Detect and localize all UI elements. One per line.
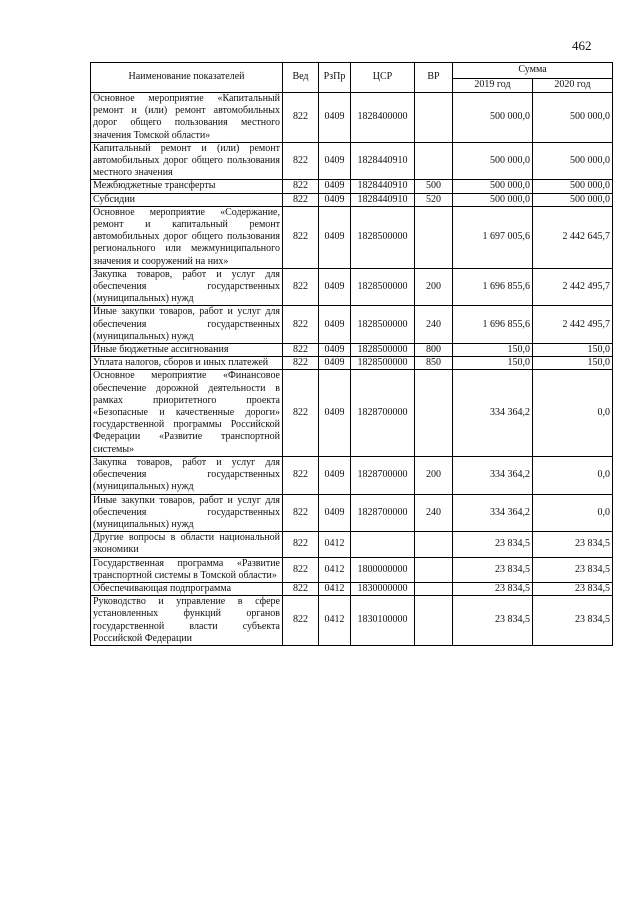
cell-rzpr: 0409 — [319, 306, 351, 344]
cell-sum-2020: 2 442 495,7 — [533, 306, 613, 344]
cell-csr: 1828440910 — [351, 180, 415, 193]
cell-sum-2019: 150,0 — [453, 344, 533, 357]
col-header-ved: Вед — [283, 63, 319, 93]
cell-name: Основное мероприятие «Капитальный ремонт и (или) ремонт автомобильных дорог общего пользования местного значения Томской области» — [91, 93, 283, 143]
cell-rzpr: 0409 — [319, 142, 351, 180]
cell-sum-2020: 23 834,5 — [533, 596, 613, 646]
cell-name: Государственная программа «Развитие транспортной системы в Томской области» — [91, 557, 283, 582]
cell-name: Закупка товаров, работ и услуг для обеспечения государственных (муниципальных) нужд — [91, 456, 283, 494]
cell-ved: 822 — [283, 306, 319, 344]
cell-ved: 822 — [283, 268, 319, 306]
cell-ved: 822 — [283, 596, 319, 646]
table-row — [91, 532, 613, 557]
cell-sum-2020: 0,0 — [533, 456, 613, 494]
table-row — [91, 180, 613, 193]
cell-sum-2020: 2 442 645,7 — [533, 206, 613, 268]
table-row — [91, 206, 613, 268]
cell-csr: 1828400000 — [351, 93, 415, 143]
cell-rzpr: 0409 — [319, 180, 351, 193]
cell-rzpr: 0409 — [319, 357, 351, 370]
cell-rzpr: 0409 — [319, 344, 351, 357]
cell-csr: 1828700000 — [351, 456, 415, 494]
cell-rzpr: 0409 — [319, 456, 351, 494]
cell-name: Иные закупки товаров, работ и услуг для обеспечения государственных (муниципальных) нужд — [91, 306, 283, 344]
cell-sum-2019: 334 364,2 — [453, 370, 533, 456]
cell-vr — [415, 206, 453, 268]
table-row — [91, 557, 613, 582]
cell-csr: 1828440910 — [351, 142, 415, 180]
cell-csr: 1828500000 — [351, 344, 415, 357]
cell-vr: 240 — [415, 306, 453, 344]
cell-csr: 1828500000 — [351, 357, 415, 370]
cell-csr: 1828700000 — [351, 370, 415, 456]
cell-vr: 850 — [415, 357, 453, 370]
cell-ved: 822 — [283, 344, 319, 357]
cell-sum-2020: 150,0 — [533, 344, 613, 357]
table-row — [91, 370, 613, 456]
table-row — [91, 142, 613, 180]
cell-ved: 822 — [283, 357, 319, 370]
col-header-rzpr: РзПр — [319, 63, 351, 93]
cell-ved: 822 — [283, 532, 319, 557]
table-row — [91, 268, 613, 306]
cell-name: Уплата налогов, сборов и иных платежей — [91, 357, 283, 370]
table-row — [91, 306, 613, 344]
col-header-2020: 2020 год — [533, 79, 613, 93]
cell-ved: 822 — [283, 193, 319, 206]
cell-sum-2020: 0,0 — [533, 494, 613, 532]
cell-sum-2019: 500 000,0 — [453, 142, 533, 180]
cell-sum-2020: 150,0 — [533, 357, 613, 370]
cell-vr — [415, 142, 453, 180]
cell-ved: 822 — [283, 456, 319, 494]
cell-vr: 240 — [415, 494, 453, 532]
cell-rzpr: 0409 — [319, 93, 351, 143]
cell-name: Капитальный ремонт и (или) ремонт автомобильных дорог общего пользования местного значения — [91, 142, 283, 180]
cell-sum-2019: 500 000,0 — [453, 180, 533, 193]
cell-sum-2019: 23 834,5 — [453, 557, 533, 582]
cell-ved: 822 — [283, 582, 319, 595]
cell-vr: 800 — [415, 344, 453, 357]
cell-sum-2019: 23 834,5 — [453, 532, 533, 557]
cell-sum-2019: 1 696 855,6 — [453, 306, 533, 344]
cell-vr: 500 — [415, 180, 453, 193]
cell-sum-2019: 334 364,2 — [453, 456, 533, 494]
col-header-sum: Сумма — [453, 63, 613, 79]
cell-name: Руководство и управление в сфере установленных функций органов государственной власти субъекта Российской Федерации — [91, 596, 283, 646]
cell-rzpr: 0412 — [319, 532, 351, 557]
cell-vr — [415, 596, 453, 646]
cell-sum-2020: 2 442 495,7 — [533, 268, 613, 306]
cell-ved: 822 — [283, 93, 319, 143]
cell-rzpr: 0412 — [319, 557, 351, 582]
cell-sum-2020: 500 000,0 — [533, 142, 613, 180]
cell-ved: 822 — [283, 142, 319, 180]
table-row — [91, 93, 613, 143]
cell-ved: 822 — [283, 557, 319, 582]
cell-csr: 1828500000 — [351, 206, 415, 268]
cell-vr: 200 — [415, 456, 453, 494]
cell-ved: 822 — [283, 180, 319, 193]
table-body — [91, 93, 613, 646]
cell-sum-2020: 500 000,0 — [533, 180, 613, 193]
cell-name: Иные закупки товаров, работ и услуг для обеспечения государственных (муниципальных) нужд — [91, 494, 283, 532]
cell-sum-2019: 500 000,0 — [453, 193, 533, 206]
cell-name: Закупка товаров, работ и услуг для обеспечения государственных (муниципальных) нужд — [91, 268, 283, 306]
cell-vr — [415, 557, 453, 582]
cell-name: Обеспечивающая подпрограмма — [91, 582, 283, 595]
cell-name: Субсидии — [91, 193, 283, 206]
cell-name: Основное мероприятие «Содержание, ремонт и капитальный ремонт автомобильных дорог общего пользования регионального или межмуниципального значения и сооружений на них» — [91, 206, 283, 268]
table-row — [91, 582, 613, 595]
table-row — [91, 494, 613, 532]
cell-vr — [415, 582, 453, 595]
cell-csr: 1830000000 — [351, 582, 415, 595]
table-row — [91, 344, 613, 357]
col-header-vr: ВР — [415, 63, 453, 93]
cell-sum-2020: 23 834,5 — [533, 582, 613, 595]
cell-sum-2020: 0,0 — [533, 370, 613, 456]
cell-csr: 1828500000 — [351, 306, 415, 344]
cell-csr: 1800000000 — [351, 557, 415, 582]
col-header-name: Наименование показателей — [91, 63, 283, 93]
budget-table — [90, 62, 613, 646]
cell-vr — [415, 532, 453, 557]
cell-rzpr: 0409 — [319, 206, 351, 268]
page-number: 462 — [572, 38, 592, 53]
cell-name: Иные бюджетные ассигнования — [91, 344, 283, 357]
cell-rzpr: 0409 — [319, 370, 351, 456]
cell-csr: 1828700000 — [351, 494, 415, 532]
cell-sum-2019: 23 834,5 — [453, 582, 533, 595]
table-row — [91, 193, 613, 206]
cell-sum-2020: 23 834,5 — [533, 557, 613, 582]
cell-vr — [415, 93, 453, 143]
cell-sum-2019: 1 696 855,6 — [453, 268, 533, 306]
cell-csr: 1828440910 — [351, 193, 415, 206]
table-row — [91, 596, 613, 646]
table-row — [91, 357, 613, 370]
cell-sum-2019: 23 834,5 — [453, 596, 533, 646]
cell-sum-2019: 1 697 005,6 — [453, 206, 533, 268]
col-header-2019: 2019 год — [453, 79, 533, 93]
cell-rzpr: 0409 — [319, 268, 351, 306]
cell-vr — [415, 370, 453, 456]
cell-sum-2019: 334 364,2 — [453, 494, 533, 532]
col-header-csr: ЦСР — [351, 63, 415, 93]
cell-sum-2020: 500 000,0 — [533, 193, 613, 206]
table-row — [91, 456, 613, 494]
cell-sum-2020: 500 000,0 — [533, 93, 613, 143]
cell-name: Межбюджетные трансферты — [91, 180, 283, 193]
cell-rzpr: 0412 — [319, 596, 351, 646]
cell-name: Основное мероприятие «Финансовое обеспечение дорожной деятельности в рамках приоритетного проекта «Безопасные и качественные дороги» государственной программы Российской Федерации «Развитие транспортной системы» — [91, 370, 283, 456]
cell-rzpr: 0412 — [319, 582, 351, 595]
cell-csr: 1828500000 — [351, 268, 415, 306]
cell-ved: 822 — [283, 494, 319, 532]
cell-sum-2019: 150,0 — [453, 357, 533, 370]
cell-vr: 520 — [415, 193, 453, 206]
cell-sum-2020: 23 834,5 — [533, 532, 613, 557]
cell-ved: 822 — [283, 370, 319, 456]
cell-csr: 1830100000 — [351, 596, 415, 646]
cell-csr — [351, 532, 415, 557]
cell-rzpr: 0409 — [319, 494, 351, 532]
cell-ved: 822 — [283, 206, 319, 268]
cell-sum-2019: 500 000,0 — [453, 93, 533, 143]
cell-vr: 200 — [415, 268, 453, 306]
cell-rzpr: 0409 — [319, 193, 351, 206]
cell-name: Другие вопросы в области национальной экономики — [91, 532, 283, 557]
